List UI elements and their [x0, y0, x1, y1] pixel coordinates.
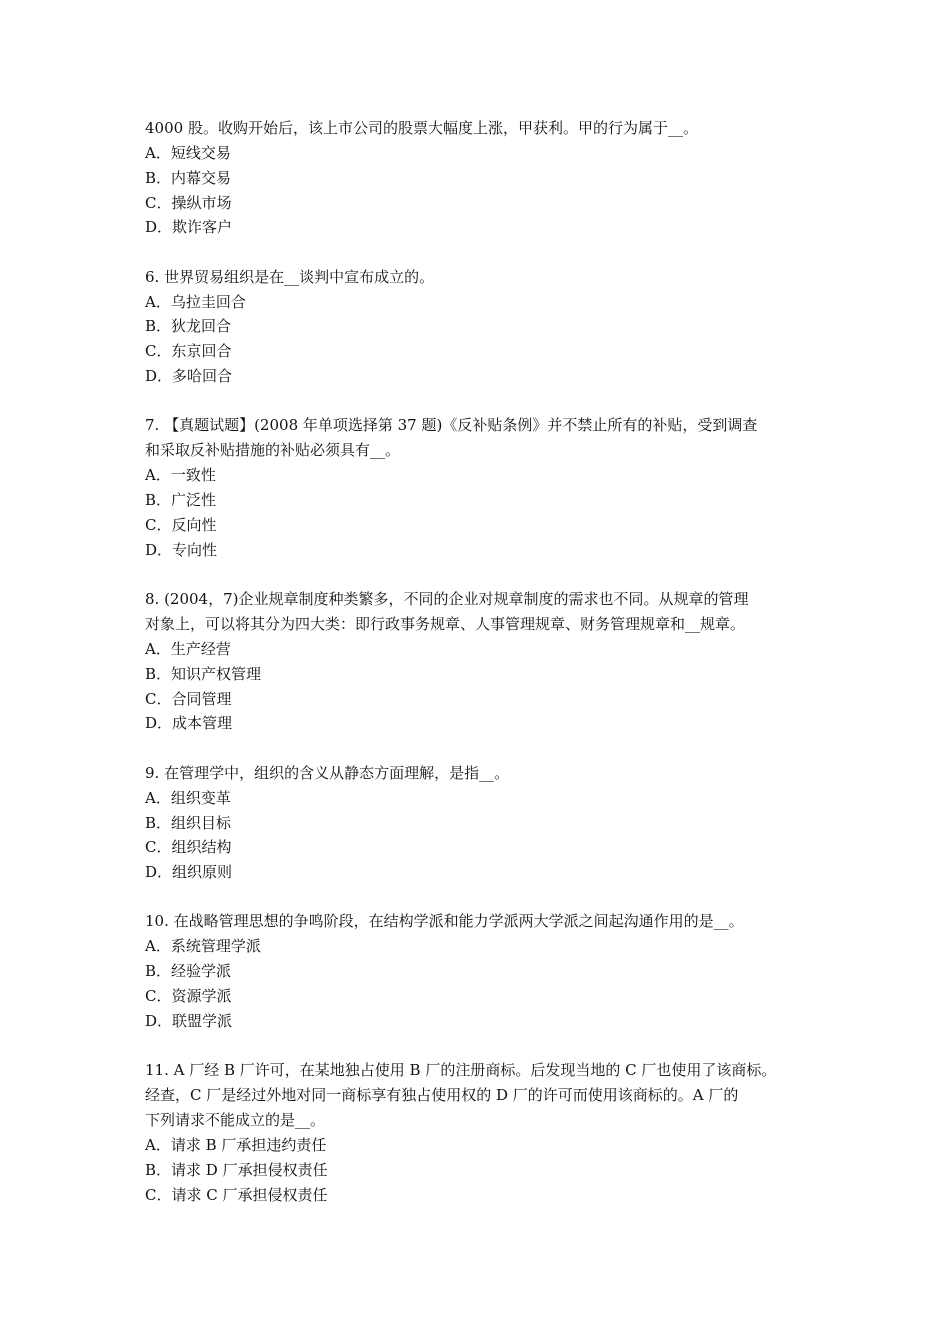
answer-option: D．多哈回合: [145, 367, 233, 386]
question-text: 7. 【真题试题】(2008 年单项选择第 37 题)《反补贴条例》并不禁止所有的补贴，受到调查: [145, 416, 758, 435]
question-text: 4000 股。收购开始后，该上市公司的股票大幅度上涨，甲获利。甲的行为属于__。: [145, 119, 698, 137]
answer-option: A．系统管理学派: [145, 937, 261, 956]
answer-option: D．组织原则: [145, 863, 233, 882]
question-text: 经查，C 厂是经过外地对同一商标享有独占使用权的 D 厂的许可而使用该商标的。A 厂的: [145, 1086, 739, 1105]
question-text: 6. 世界贸易组织是在__谈判中宣布成立的。: [145, 267, 435, 286]
answer-option: A．请求 B 厂承担违约责任: [145, 1136, 327, 1155]
answer-option: C．合同管理: [145, 689, 232, 708]
answer-option: C．请求 C 厂承担侵权责任: [145, 1185, 328, 1204]
question-text: 9. 在管理学中，组织的含义从静态方面理解，是指__。: [145, 763, 510, 782]
answer-option: D．欺诈客户: [145, 218, 233, 237]
question-block: [145, 413, 810, 562]
answer-option: D．联盟学派: [145, 1011, 233, 1030]
answer-option: A．乌拉圭回合: [145, 292, 246, 311]
question-block: [145, 909, 810, 1033]
question-text: 下列请求不能成立的是__。: [145, 1111, 326, 1130]
answer-option: B．知识产权管理: [145, 664, 262, 683]
question-block: [145, 587, 810, 736]
answer-option: A．生产经营: [145, 640, 231, 659]
answer-option: B．组织目标: [145, 813, 232, 832]
answer-option: A．组织变革: [145, 788, 231, 807]
question-list: [145, 116, 810, 1232]
answer-option: A．一致性: [145, 466, 216, 485]
question-text: 对象上，可以将其分为四大类：即行政事务规章、人事管理规章、财务管理规章和__规章。: [145, 615, 746, 634]
question-block: [145, 265, 810, 389]
answer-option: B．狄龙回合: [145, 317, 232, 336]
question-block: [145, 1058, 810, 1207]
answer-option: C．组织结构: [145, 838, 232, 857]
answer-option: D．成本管理: [145, 714, 233, 733]
answer-option: B．广泛性: [145, 491, 217, 510]
question-text: 和采取反补贴措施的补贴必须具有__。: [145, 441, 401, 460]
answer-option: B．请求 D 厂承担侵权责任: [145, 1160, 328, 1179]
answer-option: C．反向性: [145, 515, 217, 534]
answer-option: C．资源学派: [145, 987, 232, 1006]
question-text: 11. A 厂经 B 厂许可，在某地独占使用 B 厂的注册商标。后发现当地的 C 厂也使用了该商标。: [145, 1061, 777, 1080]
answer-option: B．经验学派: [145, 962, 232, 981]
answer-option: D．专向性: [145, 540, 218, 559]
answer-option: C．操纵市场: [145, 193, 232, 212]
question-text: 10. 在战略管理思想的争鸣阶段，在结构学派和能力学派两大学派之间起沟通作用的是__。: [145, 912, 744, 931]
answer-option: C．东京回合: [145, 342, 232, 361]
answer-option: A．短线交易: [145, 144, 231, 162]
question-block: [145, 761, 810, 885]
answer-option: B．内幕交易: [145, 168, 232, 187]
question-block: [145, 116, 810, 240]
question-text: 8. (2004，7)企业规章制度种类繁多，不同的企业对规章制度的需求也不同。从规章的管理: [145, 590, 749, 609]
